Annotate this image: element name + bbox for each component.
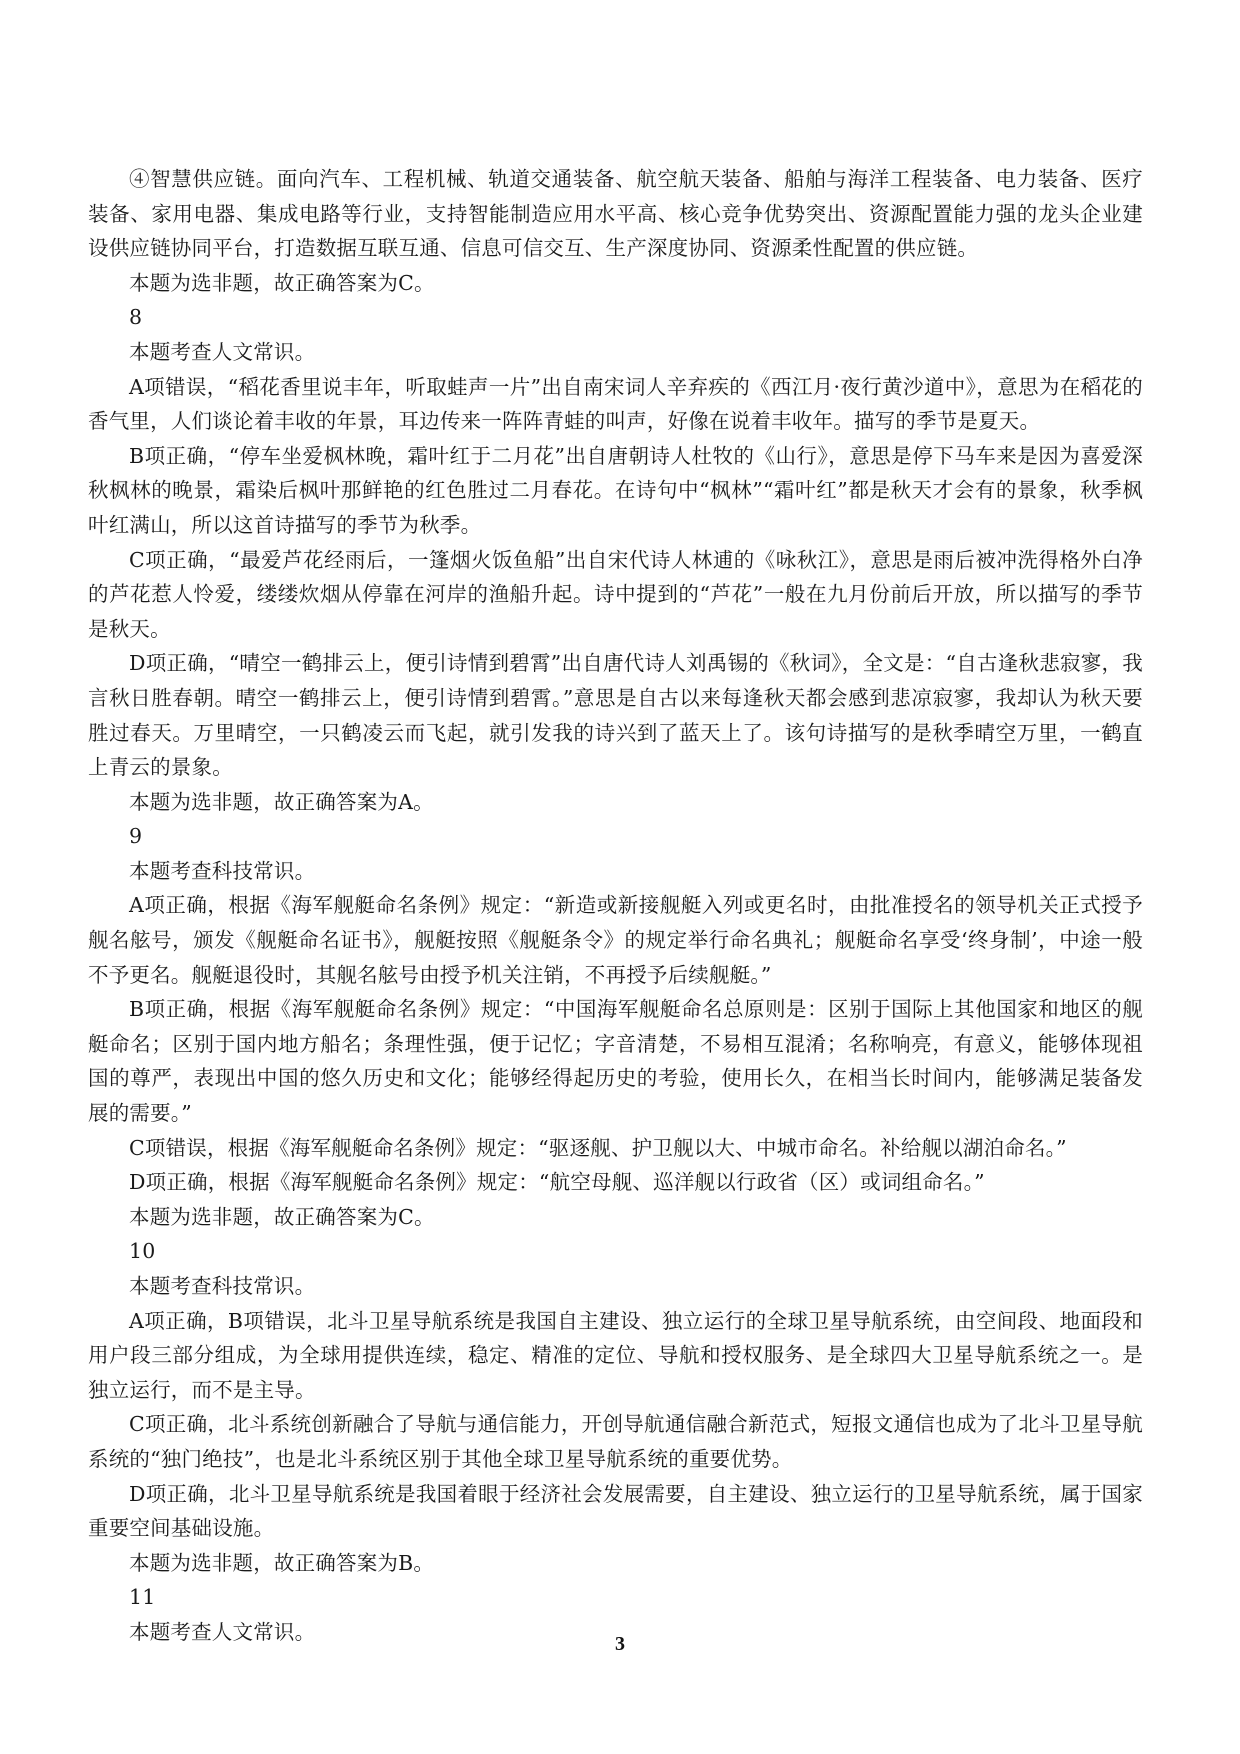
q10-option-ab: A项正确，B项错误，北斗卫星导航系统是我国自主建设、独立运行的全球卫星导航系统，由空间段、地面段和用户段三部分组成，为全球用提供连续，稳定、精准的定位、导航和授权服务、是全球四大卫星导航系统之一。是独立运行，而不是主导。 xyxy=(88,1308,1143,1402)
q8-option-a: A项错误，“稻花香里说丰年，听取蛙声一片”出自南宋词人辛弃疾的《西江月·夜行黄沙道中》，意思为在稻花的香气里，人们谈论着丰收的年景，耳边传来一阵阵青蛙的叫声，好像在说着丰收年。描写的季节是夏天。 xyxy=(88,374,1143,434)
topic-line-q10: 本题考查科技常识。 xyxy=(129,1274,316,1298)
answer-line-q10: 本题为选非题，故正确答案为B。 xyxy=(129,1550,435,1575)
answer-line-q7: 本题为选非题，故正确答案为C。 xyxy=(129,270,435,295)
paragraph-smart-supply-chain: ④智慧供应链。面向汽车、工程机械、轨道交通装备、航空航天装备、船舶与海洋工程装备、电力装备、医疗装备、家用电器、集成电路等行业，支持智能制造应用水平高、核心竞争优势突出、资源配置能力强的龙头企业建设供应链协同平台，打造数据互联互通、信息可信交互、生产深度协同、资源柔性配置的供应链。 xyxy=(88,167,1143,261)
q8-option-c: C项正确，“最爱芦花经雨后，一篷烟火饭鱼船”出自宋代诗人林逋的《咏秋江》，意思是雨后被冲洗得格外白净的芦花惹人怜爱，缕缕炊烟从停靠在河岸的渔船升起。诗中提到的“芦花”一般在九月份前后开放，所以描写的季节是秋天。 xyxy=(88,547,1143,641)
topic-line-q11: 本题考查人文常识。 xyxy=(129,1619,316,1644)
topic-line-q8: 本题考查人文常识。 xyxy=(129,339,316,364)
q10-option-d: D项正确，北斗卫星导航系统是我国着眼于经济社会发展需要，自主建设、独立运行的卫星导航系统，属于国家重要空间基础设施。 xyxy=(88,1481,1143,1541)
q9-option-c: C项错误，根据《海军舰艇命名条例》规定：“驱逐舰、护卫舰以大、中城市命名。补给舰以湖泊命名。” xyxy=(129,1135,1067,1160)
q10-option-c: C项正确，北斗系统创新融合了导航与通信能力，开创导航通信融合新范式，短报文通信也成为了北斗卫星导航系统的“独门绝技”，也是北斗系统区别于其他全球卫星导航系统的重要优势。 xyxy=(88,1412,1143,1471)
answer-line-q9: 本题为选非题，故正确答案为C。 xyxy=(129,1204,435,1229)
page-number: 3 xyxy=(615,1633,625,1655)
q9-option-a: A项正确，根据《海军舰艇命名条例》规定：“新造或新接舰艇入列或更名时，由批准授名的领导机关正式授予舰名舷号，颁发《舰艇命名证书》，舰艇按照《舰艇条令》的规定举行命名典礼；舰艇命名享受‘终身制’，中途一般不予更名。舰艇退役时，其舰名舷号由授予机关注销，不再授予后续舰艇。” xyxy=(88,893,1143,987)
q8-option-b: B项正确，“停车坐爱枫林晚，霜叶红于二月花”出自唐朝诗人杜牧的《山行》，意思是停下马车来是因为喜爱深秋枫林的晚景，霜染后枫叶那鲜艳的红色胜过二月春花。在诗句中“枫林”“霜叶红”都是秋天才会有的景象，秋季枫叶红满山，所以这首诗描写的季节为秋季。 xyxy=(88,443,1143,537)
question-number-11: 11 xyxy=(129,1585,156,1610)
question-number-8: 8 xyxy=(129,305,143,330)
q9-option-b: B项正确，根据《海军舰艇命名条例》规定：“中国海军舰艇命名总原则是：区别于国际上其他国家和地区的舰艇命名；区别于国内地方船名；条理性强，便于记忆；字音清楚，不易相互混淆；名称响亮，有意义，能够体现祖国的尊严，表现出中国的悠久历史和文化；能够经得起历史的考验，使用长久，在相当长时间内，能够满足装备发展的需要。” xyxy=(88,997,1143,1126)
question-number-9: 9 xyxy=(129,824,143,849)
document-page xyxy=(88,162,1143,1650)
answer-line-q8: 本题为选非题，故正确答案为A。 xyxy=(129,789,434,814)
topic-line-q9: 本题考查科技常识。 xyxy=(129,858,316,883)
question-number-10: 10 xyxy=(129,1239,156,1264)
q9-option-d: D项正确，根据《海军舰艇命名条例》规定：“航空母舰、巡洋舰以行政省（区）或词组命名。” xyxy=(129,1170,985,1195)
q8-option-d: D项正确，“晴空一鹤排云上，便引诗情到碧霄”出自唐代诗人刘禹锡的《秋词》，全文是：“自古逢秋悲寂寥，我言秋日胜春朝。晴空一鹤排云上，便引诗情到碧霄。”意思是自古以来每逢秋天都会感到悲凉寂寥，我却认为秋天要胜过春天。万里晴空，一只鹤凌云而飞起，就引发我的诗兴到了蓝天上了。该句诗描写的是秋季晴空万里，一鹤直上青云的景象。 xyxy=(88,651,1143,780)
